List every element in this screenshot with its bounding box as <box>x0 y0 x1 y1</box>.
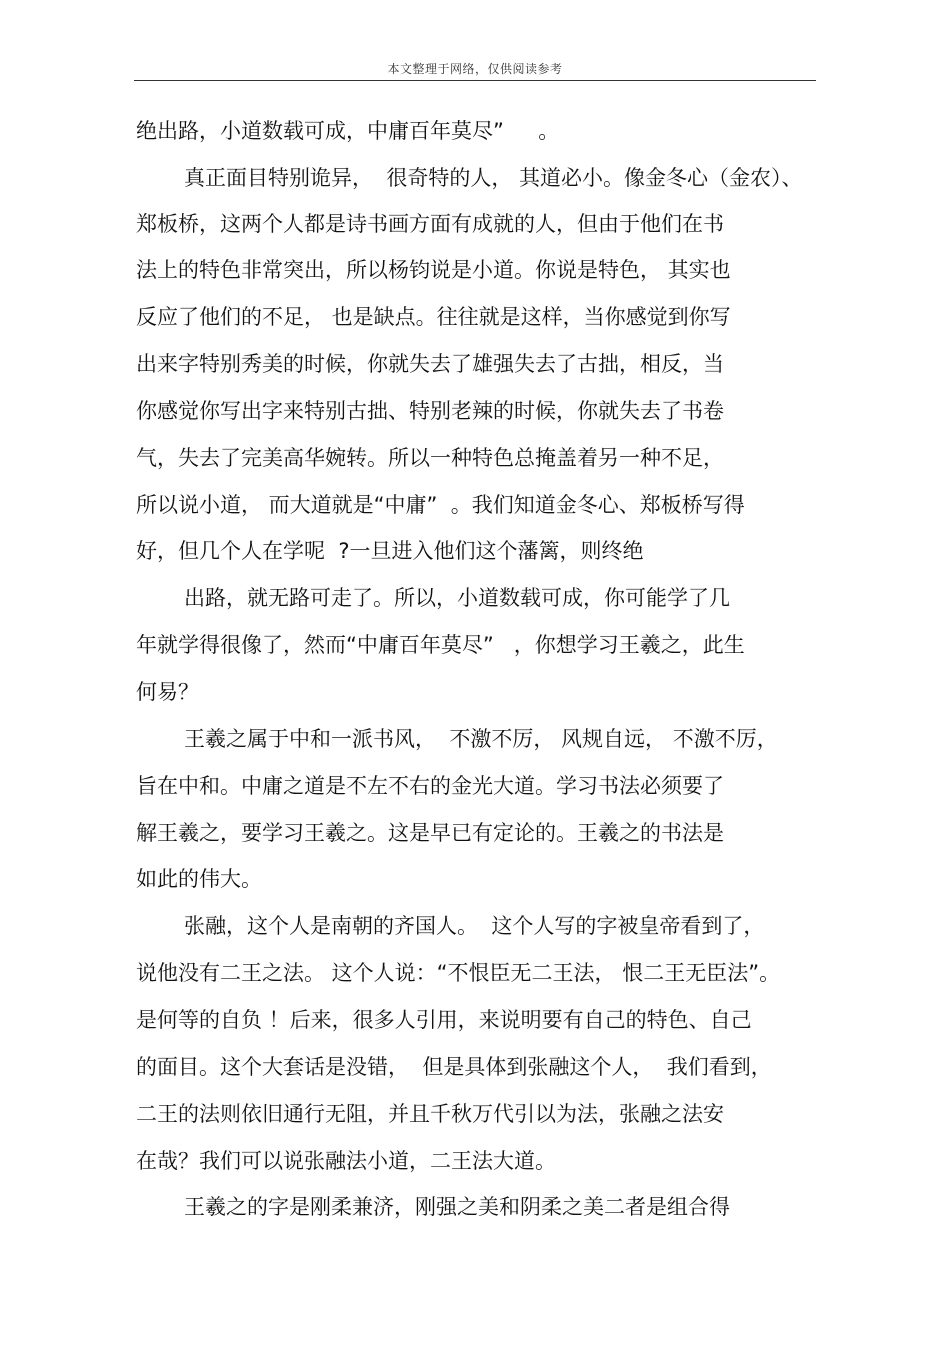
text-line: 绝出路，小道数载可成，中庸百年莫尽” 。 <box>136 119 560 143</box>
text-line: 解王羲之，要学习王羲之。这是早已有定论的。王羲之的书法是 <box>136 821 724 845</box>
text-line: 王羲之属于中和一派书风， 不激不厉， 风规自远， 不激不厉， <box>184 727 778 751</box>
text-line: 年就学得很像了，然而“中庸百年莫尽” ，你想学习王羲之，此生 <box>136 633 745 657</box>
text-line: 真正面目特别诡异， 很奇特的人， 其道必小。像金冬心（金农）、 <box>184 166 803 190</box>
text-line: 法上的特色非常突出，所以杨钧说是小道。你说是特色， 其实也 <box>136 258 731 282</box>
header-divider <box>134 80 816 81</box>
text-line: 的面目。这个大套话是没错， 但是具体到张融这个人， 我们看到， <box>136 1055 772 1079</box>
text-line: 说他没有二王之法。 这个人说：“不恨臣无二王法， 恨二王无臣法”。 <box>136 961 781 985</box>
text-line: 反应了他们的不足， 也是缺点。往往就是这样，当你感觉到你写 <box>136 305 731 329</box>
text-line: 王羲之的字是刚柔兼济，刚强之美和阴柔之美二者是组合得 <box>184 1195 730 1219</box>
text-line: 在哉？我们可以说张融法小道，二王法大道。 <box>136 1149 556 1173</box>
text-line: 张融，这个人是南朝的齐国人。 这个人写的字被皇帝看到了， <box>184 914 765 938</box>
text-line: 好，但几个人在学呢 ?一旦进入他们这个藩篱，则终绝 <box>136 539 644 563</box>
text-line: 出路，就无路可走了。所以，小道数载可成，你可能学了几 <box>184 586 730 610</box>
text-line: 何易？ <box>136 680 199 704</box>
text-line: 是何等的自负 ！后来，很多人引用，来说明要有自己的特色、自己 <box>136 1008 752 1032</box>
text-line: 气，失去了完美高华婉转。所以一种特色总掩盖着另一种不足， <box>136 446 724 470</box>
text-line: 出来字特别秀美的时候，你就失去了雄强失去了古拙，相反，当 <box>136 352 724 376</box>
text-line: 如此的伟大。 <box>136 867 262 891</box>
text-line: 二王的法则依旧通行无阻，并且千秋万代引以为法，张融之法安 <box>136 1102 724 1126</box>
header-note: 本文整理于网络，仅供阅读参考 <box>387 62 563 76</box>
text-line: 旨在中和。中庸之道是不左不右的金光大道。学习书法必须要了 <box>136 774 724 798</box>
text-line: 郑板桥，这两个人都是诗书画方面有成就的人，但由于他们在书 <box>136 212 724 236</box>
text-line: 你感觉你写出字来特别古拙、特别老辣的时候，你就失去了书卷 <box>136 399 724 423</box>
text-line: 所以说小道， 而大道就是“中庸” 。我们知道金冬心、郑板桥写得 <box>136 493 745 517</box>
